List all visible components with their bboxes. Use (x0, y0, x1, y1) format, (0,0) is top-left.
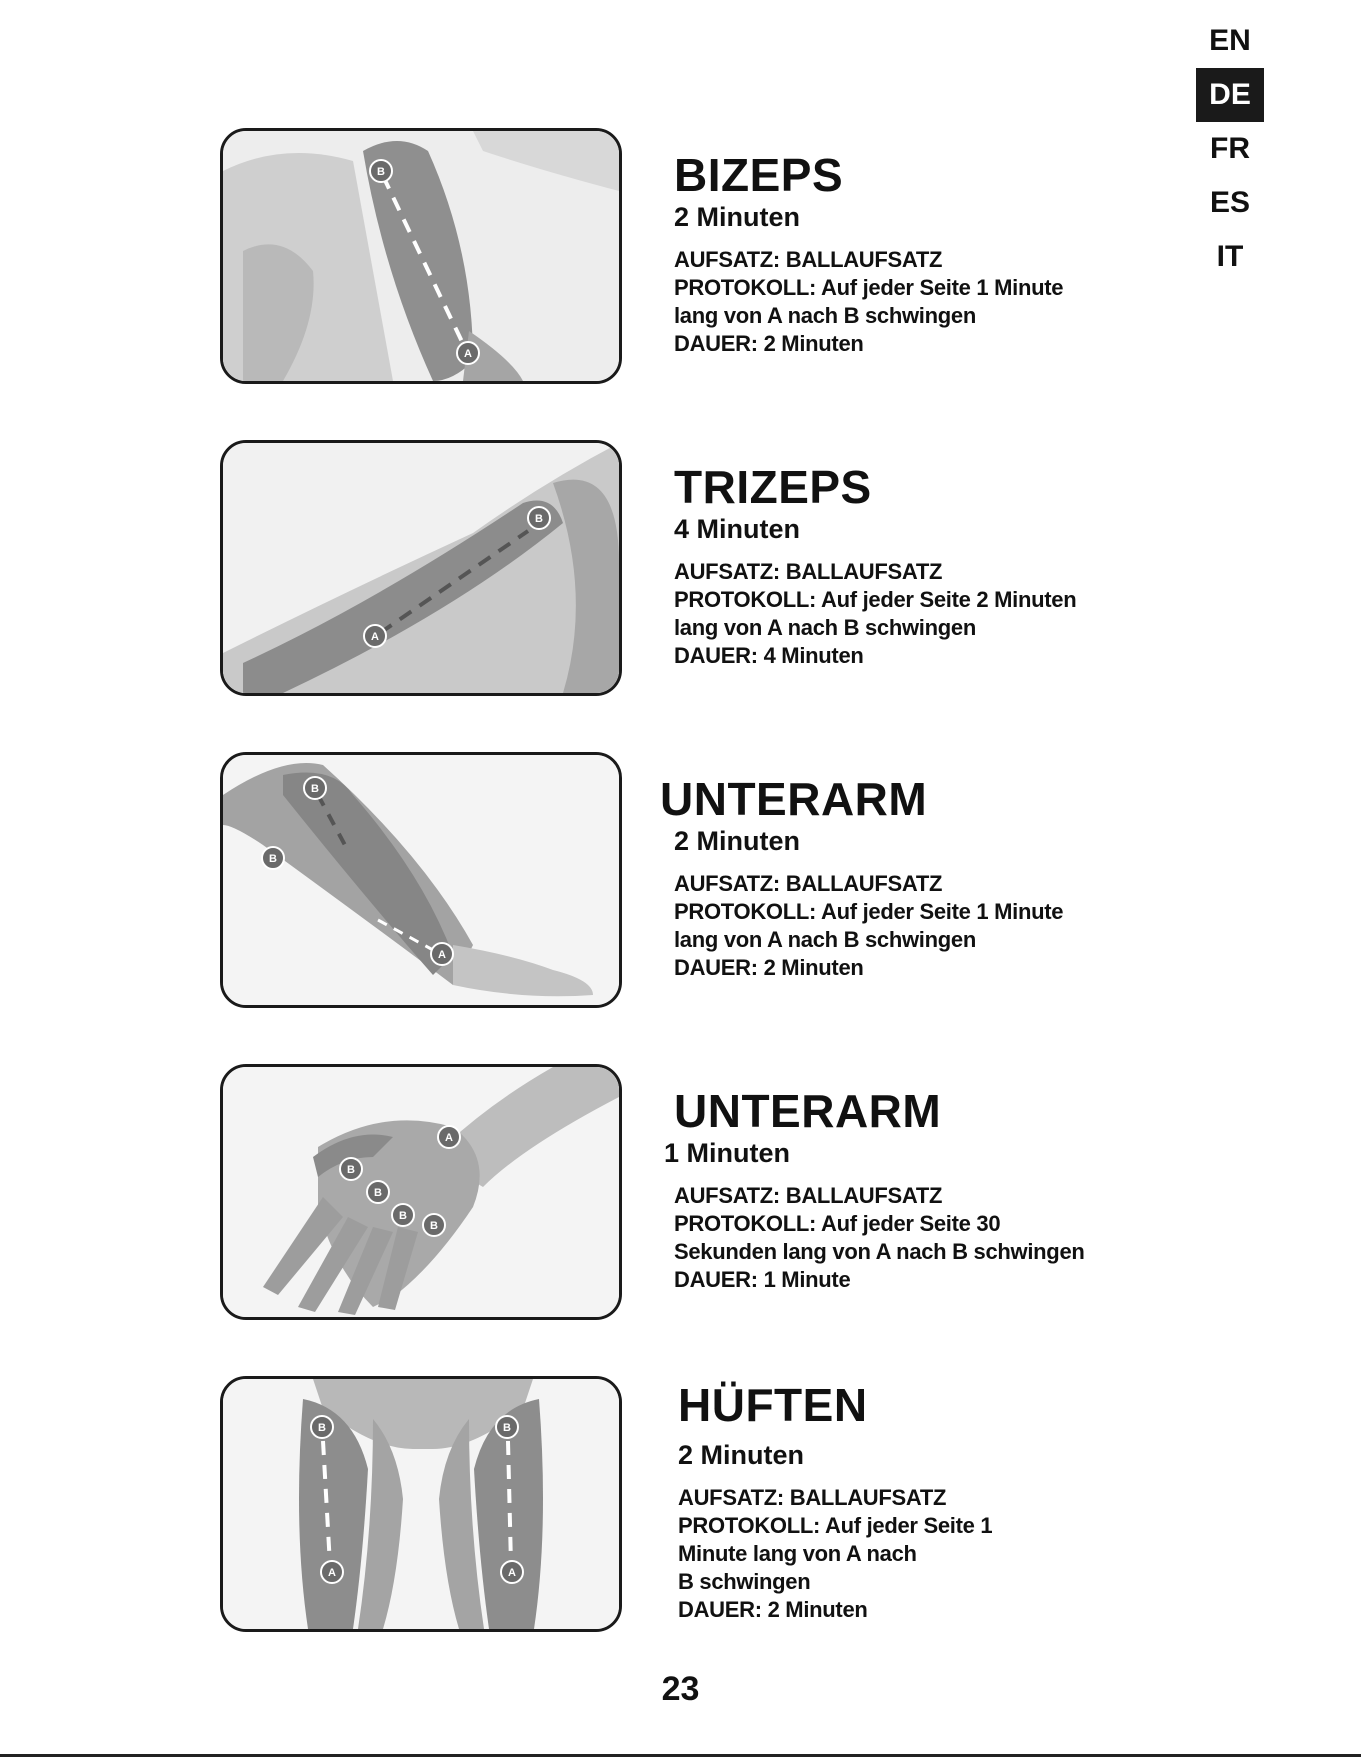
language-nav (1196, 14, 1264, 284)
svg-text:A: A (371, 631, 379, 643)
exercise-details (674, 246, 1134, 358)
protocol-line: PROTOKOLL: Auf jeder Seite 1 Minute (674, 899, 1064, 924)
svg-text:A: A (508, 1567, 516, 1579)
exercise-title: UNTERARM (674, 1085, 942, 1137)
svg-text:B: B (503, 1422, 511, 1434)
svg-text:B: B (430, 1220, 438, 1232)
hand-illustration (220, 1064, 622, 1320)
exercise-duration: 2 Minuten (678, 1440, 804, 1470)
lang-es[interactable]: ES (1209, 186, 1251, 219)
forearm-illustration (220, 752, 622, 1008)
hip-illustration (220, 1376, 622, 1632)
attachment-line: AUFSATZ: BALLAUFSATZ (674, 559, 943, 584)
svg-text:A: A (438, 949, 446, 961)
exercise-hueften (220, 1376, 1120, 1632)
exercise-title: HÜFTEN (678, 1379, 868, 1431)
svg-text:B: B (374, 1187, 382, 1199)
protocol-line: lang von A nach B schwingen (674, 927, 976, 952)
attachment-line: AUFSATZ: BALLAUFSATZ (674, 247, 943, 272)
exercise-details (674, 558, 1134, 670)
protocol-line: lang von A nach B schwingen (674, 303, 976, 328)
exercise-text (660, 774, 1120, 982)
svg-text:A: A (464, 348, 472, 360)
exercise-text (664, 1085, 1134, 1294)
protocol-line: PROTOKOLL: Auf jeder Seite 2 Minuten (674, 587, 1077, 612)
svg-text:B: B (377, 166, 385, 178)
exercise-duration: 4 Minuten (674, 514, 800, 544)
tricep-illustration (220, 440, 622, 696)
exercise-details (674, 870, 1120, 982)
attachment-line: AUFSATZ: BALLAUFSATZ (674, 1183, 943, 1208)
protocol-line: lang von A nach B schwingen (674, 615, 976, 640)
protocol-line: Sekunden lang von A nach B schwingen (674, 1239, 1085, 1264)
lang-de[interactable]: DE (1196, 68, 1264, 122)
exercise-text (678, 1380, 1138, 1624)
exercise-title: TRIZEPS (674, 461, 872, 513)
lang-fr[interactable]: FR (1210, 132, 1250, 165)
exercise-duration: 2 Minuten (674, 202, 800, 232)
attachment-line: AUFSATZ: BALLAUFSATZ (678, 1485, 947, 1510)
protocol-line: B schwingen (678, 1569, 811, 1594)
exercise-text (674, 462, 1134, 670)
duration-line: DAUER: 4 Minuten (674, 643, 864, 668)
page-number: 23 (661, 1670, 700, 1708)
duration-line: DAUER: 1 Minute (674, 1267, 851, 1292)
protocol-line: PROTOKOLL: Auf jeder Seite 1 Minute (674, 275, 1064, 300)
exercise-trizeps (220, 440, 1120, 696)
exercise-details (674, 1182, 1134, 1294)
duration-line: DAUER: 2 Minuten (674, 955, 864, 980)
svg-text:A: A (445, 1132, 453, 1144)
exercise-bizeps (220, 128, 1120, 384)
exercise-unterarm-1 (220, 752, 1120, 1008)
exercise-text (674, 150, 1134, 358)
bottom-divider (0, 1754, 1361, 1757)
duration-line: DAUER: 2 Minuten (678, 1597, 868, 1622)
protocol-line: Minute lang von A nach (678, 1541, 917, 1566)
protocol-line: PROTOKOLL: Auf jeder Seite 1 (678, 1513, 993, 1538)
svg-text:A: A (328, 1567, 336, 1579)
exercise-unterarm-2 (220, 1064, 1120, 1320)
duration-line: DAUER: 2 Minuten (674, 331, 864, 356)
svg-text:B: B (535, 513, 543, 525)
lang-en[interactable]: EN (1209, 24, 1251, 57)
exercise-duration: 1 Minuten (664, 1138, 790, 1168)
svg-text:B: B (269, 853, 277, 865)
bicep-illustration (220, 128, 622, 384)
svg-text:B: B (311, 783, 319, 795)
protocol-line: PROTOKOLL: Auf jeder Seite 30 (674, 1211, 1001, 1236)
exercise-details (678, 1484, 1138, 1624)
exercise-title: UNTERARM (660, 773, 928, 825)
exercise-duration: 2 Minuten (674, 826, 800, 856)
attachment-line: AUFSATZ: BALLAUFSATZ (674, 871, 943, 896)
svg-text:B: B (399, 1210, 407, 1222)
svg-text:B: B (318, 1422, 326, 1434)
lang-it[interactable]: IT (1216, 240, 1244, 273)
svg-text:B: B (347, 1164, 355, 1176)
exercise-title: BIZEPS (674, 149, 844, 201)
